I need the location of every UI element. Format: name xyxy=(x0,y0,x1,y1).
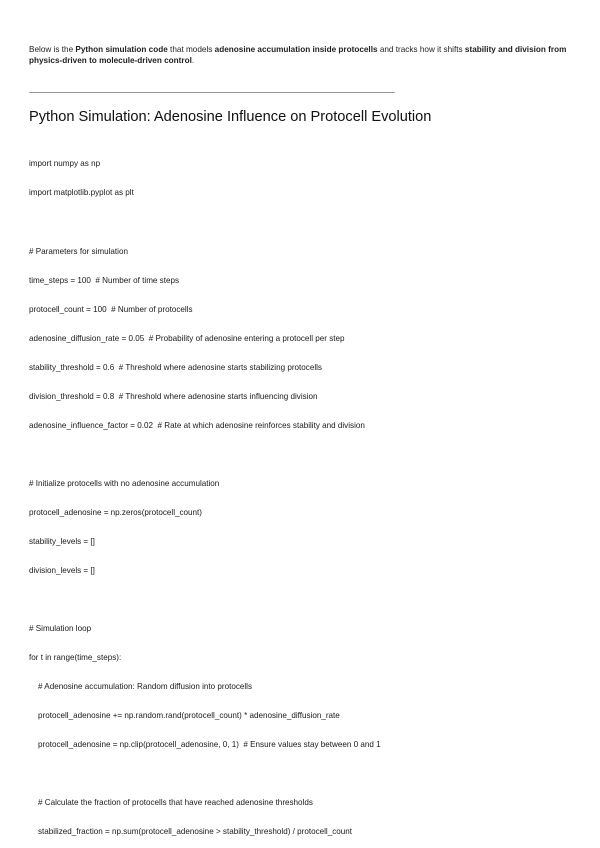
horizontal-divider xyxy=(29,92,395,93)
code-line: division_threshold = 0.8 # Threshold where adenosine starts influencing division xyxy=(29,391,318,401)
intro-text-1: Below is the xyxy=(29,45,76,54)
intro-text-3: and tracks how it shifts xyxy=(377,45,465,54)
code-line: protocell_adenosine = np.zeros(protocell_count) xyxy=(29,507,202,517)
code-line: stabilized_fraction = np.sum(protocell_adenosine > stability_threshold) / protocell_count xyxy=(29,827,353,837)
code-line xyxy=(29,595,381,605)
code-line: import matplotlib.pyplot as plt xyxy=(29,188,134,198)
intro-text-4: . xyxy=(191,56,195,65)
intro-bold-2: adenosine accumulation inside protocells xyxy=(214,45,378,54)
code-line: adenosine_influence_factor = 0.02 # Rate at which adenosine reinforces stability and division xyxy=(29,420,365,430)
code-line: protocell_adenosine += np.random.rand(protocell_count) * adenosine_diffusion_rate xyxy=(29,711,340,721)
code-line: protocell_adenosine = np.clip(protocell_adenosine, 0, 1) # Ensure values stay between 0 and 1 xyxy=(29,740,381,750)
code-line: division_levels = [] xyxy=(29,566,95,576)
code-line: for t in range(time_steps): xyxy=(29,653,122,663)
code-block xyxy=(29,140,381,848)
code-line xyxy=(29,450,381,460)
code-line: stability_threshold = 0.6 # Threshold where adenosine starts stabilizing protocells xyxy=(29,362,322,372)
code-line: # Adenosine accumulation: Random diffusion into protocells xyxy=(29,682,253,692)
code-line: import numpy as np xyxy=(29,159,101,169)
code-line: # Parameters for simulation xyxy=(29,246,128,256)
code-line: protocell_count = 100 # Number of protocells xyxy=(29,304,193,314)
code-line: time_steps = 100 # Number of time steps xyxy=(29,275,180,285)
code-line xyxy=(29,769,381,779)
intro-paragraph xyxy=(29,44,574,66)
code-line: adenosine_diffusion_rate = 0.05 # Probability of adenosine entering a protocell per step xyxy=(29,333,345,343)
section-heading: Python Simulation: Adenosine Influence on Protocell Evolution xyxy=(29,109,432,125)
intro-text-2: that models xyxy=(167,45,215,54)
code-line xyxy=(29,217,381,227)
code-line: # Simulation loop xyxy=(29,624,92,634)
code-line: # Initialize protocells with no adenosine accumulation xyxy=(29,478,220,488)
intro-bold-1: Python simulation code xyxy=(75,45,168,54)
code-line: # Calculate the fraction of protocells that have reached adenosine thresholds xyxy=(29,798,313,808)
intro-bold-3: stability and division from physics-driven to molecule-driven control xyxy=(29,45,567,65)
code-line: stability_levels = [] xyxy=(29,536,95,546)
